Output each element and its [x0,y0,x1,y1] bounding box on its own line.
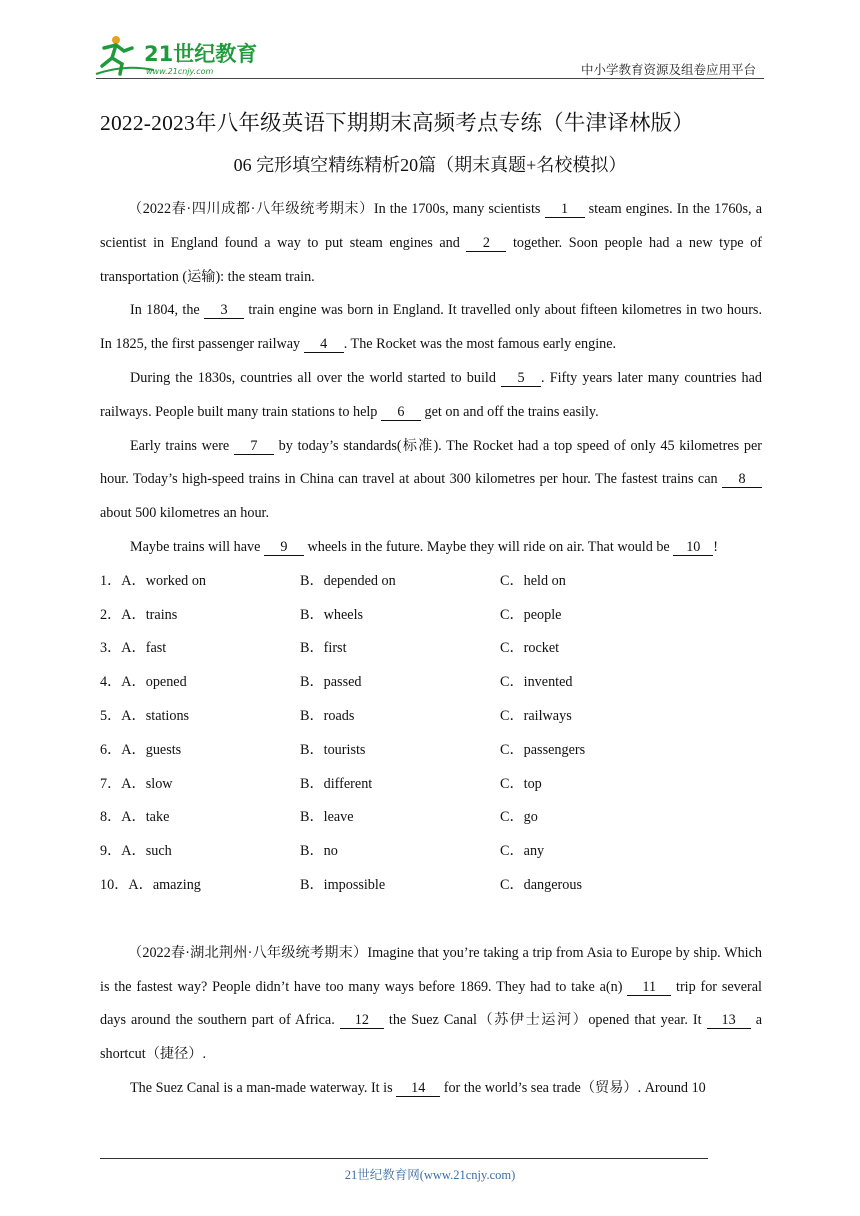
blank-14: 14 [396,1081,440,1097]
blank-11: 11 [627,980,671,996]
blank-5: 5 [501,371,541,387]
runner-logo-icon [94,34,269,78]
option-row: 1．A．worked on B．depended on C．held on [100,572,566,589]
passage1-paragraph: Early trains were 7 by today’s standards(标准). The Rocket had a top speed of only 45 kilometres per hour. Today’s high-speed trains in China can travel at about 300 kilometres per hour. The fastest trains can 8 about 500 kilometres an hour. [100,437,762,522]
passage1-paragraph: In 1804, the 3 train engine was born in England. It travelled only about fifteen kilometres in two hours. In 1825, the first passenger railway 4 . The Rocket was the most famous early engine. [100,302,762,353]
blank-2: 2 [466,236,506,252]
blank-8: 8 [722,472,762,488]
site-tagline: 中小学教育资源及组卷应用平台 [580,62,756,77]
blank-3: 3 [204,303,244,319]
passage1-paragraph: （2022春·四川成都·八年级统考期末）In the 1700s, many scientists 1 steam engines. In the 1760s, a scientist in England found a way to put steam engines and 2 together. Soon people had a new type of transportation (运输): the steam train. [100,201,762,285]
blank-12: 12 [340,1013,384,1029]
passage1-paragraph: Maybe trains will have 9 wheels in the future. Maybe they will ride on air. That would be 10 ! [130,538,719,555]
blank-9: 9 [264,540,304,556]
option-row: 6．A．guests B．tourists C．passengers [100,741,586,758]
document-title: 2022-2023年八年级英语下期期末高频考点专练（牛津译林版） [100,111,695,135]
blank-7: 7 [234,439,274,455]
option-row: 2．A．trains B．wheels C．people [100,606,562,623]
footer-divider [100,1158,708,1159]
logo [94,34,269,78]
passage-source: （2022春·四川成都·八年级统考期末） [128,201,374,217]
header-divider [96,78,764,79]
blank-4: 4 [304,337,344,353]
option-row: 8．A．take B．leave C．go [100,809,538,826]
option-row: 10．A．amazing B．impossible C．dangerous [100,876,582,893]
passage2-paragraph: The Suez Canal is a man-made waterway. It is 14 for the world’s sea trade（贸易）. Around 10 [130,1079,706,1096]
svg-text:21世纪教育: 21世纪教育 [144,42,258,66]
blank-10: 10 [673,540,713,556]
blank-13: 13 [707,1013,751,1029]
options-list [100,565,762,903]
option-row: 4．A．opened B．passed C．invented [100,674,573,691]
blank-1: 1 [545,202,585,218]
svg-text:www.21cnjy.com: www.21cnjy.com [146,67,214,76]
document-body [100,193,762,1106]
page-footer: 21世纪教育网(www.21cnjy.com) [344,1168,516,1182]
blank-6: 6 [381,405,421,421]
passage-source: （2022春·湖北荆州·八年级统考期末） [128,944,368,961]
option-row: 9．A．such B．no C．any [100,843,545,860]
option-row: 7．A．slow B．different C．top [100,775,542,792]
passage1-paragraph: During the 1830s, countries all over the world started to build 5 . Fifty years later many countries had railways. People built many train stations to help 6 get on and off the trains easily. [100,369,762,420]
document-subtitle: 06 完形填空精练精析20篇（期末真题+名校模拟） [233,155,627,175]
option-row: 5．A．stations B．roads C．railways [100,707,572,724]
option-row: 3．A．fast B．first C．rocket [100,640,560,657]
passage2-paragraph: （2022春·湖北荆州·八年级统考期末）Imagine that you’re taking a trip from Asia to Europe by ship. Which is the fastest way? People didn’t have too many ways before 1869. They had to take a(n) 11 trip for several days around the southern part of Africa. 12 the Suez Canal（苏伊士运河）opened that year. It 13 a shortcut（捷径）. [100,944,762,1063]
page-header [0,0,860,80]
